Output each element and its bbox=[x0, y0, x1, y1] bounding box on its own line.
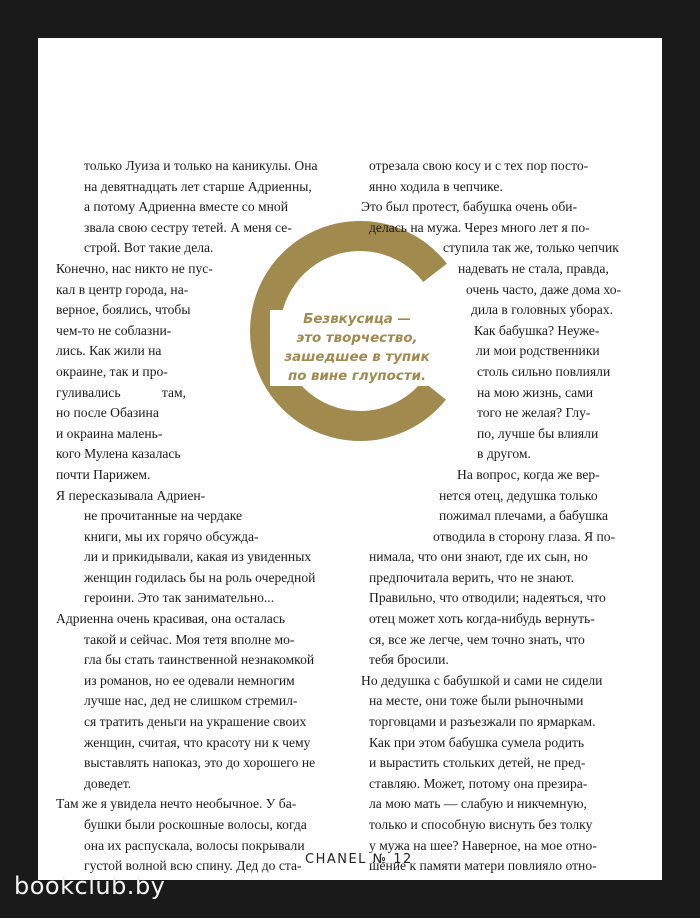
text-line: того не желая? Глу- bbox=[477, 405, 591, 421]
text-line: из романов, но ее одевали немногим bbox=[84, 672, 295, 688]
text-line: кого Мулена казалась bbox=[56, 446, 181, 462]
text-line: на девятнадцать лет старше Адриенны, bbox=[84, 178, 312, 194]
text-line: строй. Вот такие дела. bbox=[84, 240, 214, 256]
right-text-column bbox=[361, 156, 636, 880]
text-line: а потому Адриенна вместе со мной bbox=[84, 199, 288, 215]
pull-quote bbox=[270, 310, 444, 386]
text-line: Адриенна очень красивая, она осталась bbox=[56, 611, 286, 627]
text-line: ступила так же, только чепчик bbox=[443, 240, 619, 256]
text-line: но после Обазина bbox=[56, 405, 159, 421]
text-line: нимала, что они знают, где их сын, но bbox=[369, 549, 588, 565]
text-line: очень часто, даже дома хо- bbox=[466, 281, 622, 297]
text-line: выставлять напоказ, это до хорошего не bbox=[84, 755, 316, 771]
text-line: звала свою сестру тетей. А меня се- bbox=[84, 219, 292, 235]
text-line: только и способную виснуть без толку bbox=[369, 817, 593, 832]
text-line: Это был протест, бабушка очень оби- bbox=[361, 199, 578, 215]
book-page bbox=[38, 38, 662, 880]
text-line: тебя бросили. bbox=[369, 652, 449, 668]
text-line: делась на мужа. Через много лет я по- bbox=[369, 219, 590, 235]
text-line: Правильно, что отводили; надеяться, что bbox=[369, 590, 606, 606]
pull-quote-line: по вине глупости. bbox=[287, 369, 427, 384]
text-line: Конечно, нас никто не пус- bbox=[56, 260, 213, 276]
text-line: и вырастить стольких детей, не пред- bbox=[369, 755, 586, 771]
text-line: ли мои родственники bbox=[476, 343, 600, 359]
text-line: отводила в сторону глаза. Я по- bbox=[433, 528, 616, 544]
pull-quote-line: Безвкусица — bbox=[303, 312, 411, 327]
text-line: Там же я увидела нечто необычное. У ба- bbox=[56, 796, 297, 812]
text-line: почти Парижем. bbox=[56, 466, 151, 482]
text-line: женщин, считая, что красоту ни к чему bbox=[84, 734, 311, 750]
text-line: ставляю. Может, потому она презира- bbox=[369, 775, 588, 791]
text-line: окраине, так и про- bbox=[56, 363, 168, 379]
text-line: верное, боялись, чтобы bbox=[56, 302, 191, 318]
text-line: ся тратить деньги на украшение своих bbox=[84, 714, 307, 730]
text-line: только Луиза и только на каникулы. Она bbox=[84, 158, 318, 173]
text-line: шение к памяти матери повлияло отно- bbox=[369, 858, 597, 874]
text-line: по, лучше бы влияли bbox=[477, 425, 599, 441]
text-line: ла мою мать — слабую и никчемную, bbox=[369, 796, 587, 812]
text-line: гуливались там, bbox=[56, 384, 187, 400]
text-line: на месте, они тоже были рыночными bbox=[369, 693, 584, 709]
text-line: ся, все же легче, чем точно знать, что bbox=[369, 631, 585, 647]
text-line: Я пересказывала Адриен- bbox=[56, 487, 206, 503]
pull-quote-line: зашедшее в тупик bbox=[284, 350, 430, 365]
text-line: ли и прикидывали, какая из увиденных bbox=[84, 549, 312, 565]
text-line: надевать не стала, правда, bbox=[458, 260, 609, 276]
text-line: чем-то не соблазни- bbox=[56, 322, 172, 338]
text-line: Но дедушка с бабушкой и сами не сидели bbox=[361, 672, 603, 688]
pull-quote-line: это творчество, bbox=[296, 331, 418, 346]
text-line: не прочитанные на чердаке bbox=[84, 508, 243, 524]
site-watermark: bookclub.by bbox=[14, 872, 166, 900]
left-text-column bbox=[56, 156, 354, 880]
text-line: героини. Это так занимательно... bbox=[84, 590, 275, 606]
text-line: книги, мы их горячо обсужда- bbox=[84, 528, 259, 544]
text-line: густой волной всю спину. Дед до ста- bbox=[84, 858, 302, 874]
text-line: такой и сейчас. Моя тетя вполне мо- bbox=[84, 631, 295, 647]
text-line: Как бабушка? Неуже- bbox=[474, 322, 600, 338]
text-line: столь сильно повлияли bbox=[477, 363, 611, 379]
text-line: она их распускала, волосы покрывали bbox=[84, 837, 305, 853]
text-line: доведет. bbox=[84, 775, 132, 791]
text-line: пожимал плечами, а бабушка bbox=[439, 508, 609, 524]
text-line: янно ходила в чепчике. bbox=[369, 178, 503, 194]
text-line: бушки были роскошные волосы, когда bbox=[84, 817, 307, 832]
text-line: кал в центр города, на- bbox=[56, 281, 189, 297]
text-line: дила в головных уборах. bbox=[471, 302, 614, 318]
text-line: На вопрос, когда же вер- bbox=[457, 466, 600, 482]
page-footer: CHANEL № 12 bbox=[305, 852, 413, 867]
text-line bbox=[369, 877, 636, 880]
text-line: отрезала свою косу и с тех пор посто- bbox=[369, 158, 589, 173]
text-line: предпочитала верить, что не знают. bbox=[369, 569, 575, 585]
text-line: лучше нас, дед не слишком стремил- bbox=[84, 693, 298, 709]
text-line: гла бы стать таинственной незнакомкой bbox=[84, 652, 315, 668]
text-line: и окраина малень- bbox=[56, 425, 163, 441]
text-line: Как при этом бабушка сумела родить bbox=[369, 734, 585, 750]
text-line: женщин годилась бы на роль очередной bbox=[84, 569, 316, 585]
text-line: в другом. bbox=[477, 446, 531, 462]
text-line: лись. Как жили на bbox=[56, 343, 162, 359]
text-line: отец может хоть когда-нибудь вернуть- bbox=[369, 611, 595, 627]
text-line: на мою жизнь, сами bbox=[477, 384, 594, 400]
text-line: у мужа на шее? Наверное, на мое отно- bbox=[369, 837, 597, 853]
text-line: нется отец, дедушка только bbox=[439, 487, 598, 503]
text-line: торговцами и разъезжали по ярмаркам. bbox=[369, 714, 596, 730]
